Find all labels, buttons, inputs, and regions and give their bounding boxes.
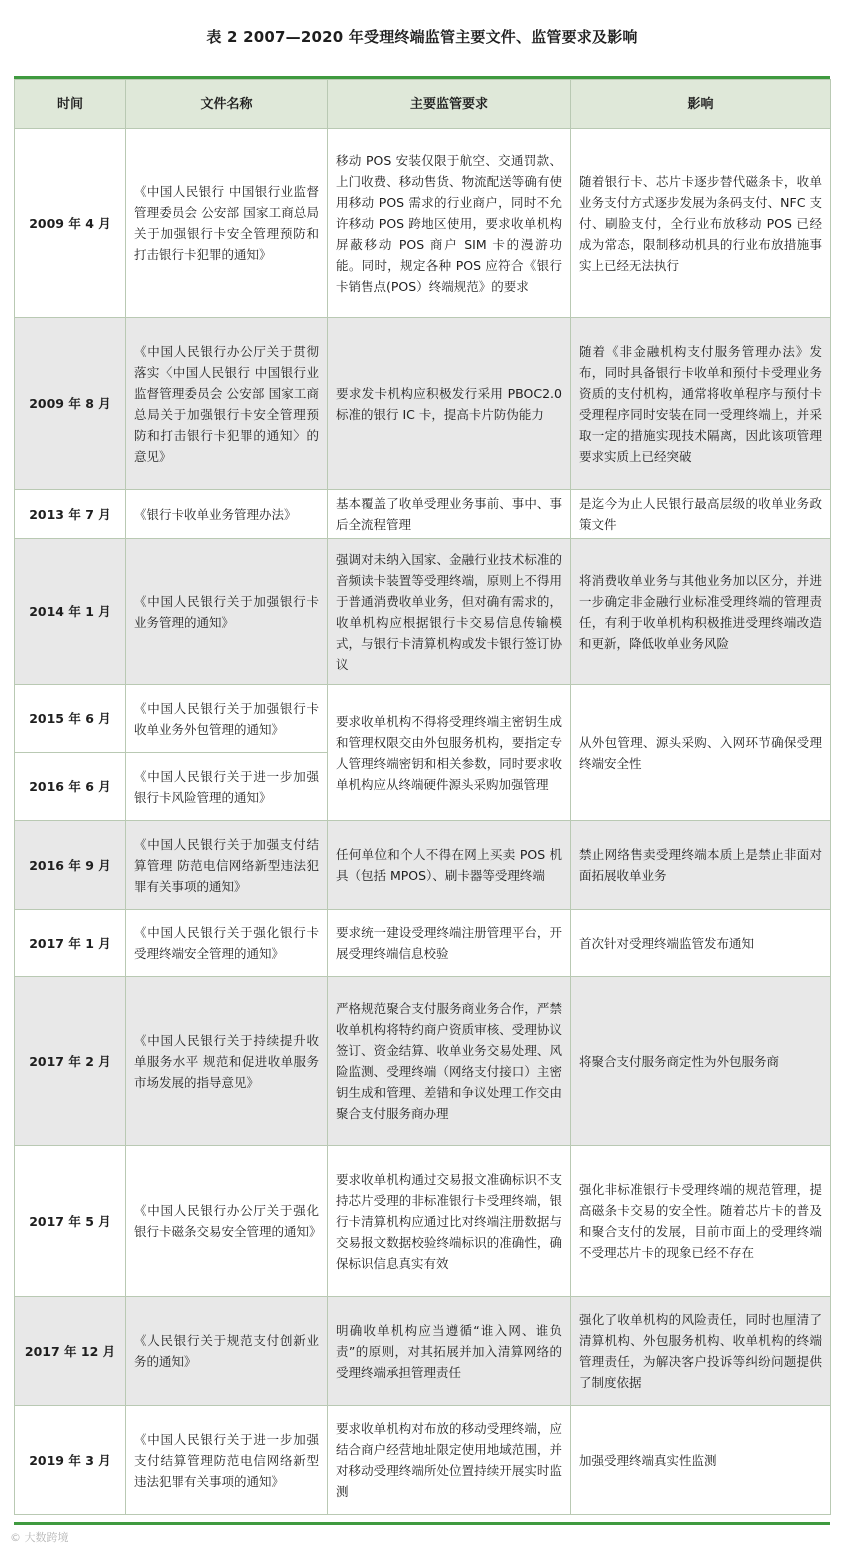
header-row [15,80,831,129]
row-document-name: 《中国人民银行关于加强支付结算管理 防范电信网络新型违法犯罪有关事项的通知》 [126,821,328,910]
row-time: 2017 年 12 月 [15,1297,126,1406]
table-row [15,318,831,490]
table-row [15,685,831,753]
row-document-name: 《银行卡收单业务管理办法》 [126,490,328,539]
row-requirement: 强调对未纳入国家、金融行业技术标准的音频读卡装置等受理终端，原则上不得用于普通消费收单业务，但对确有需求的，收单机构应根据银行卡交易信息传输模式，与银行卡清算机构或发卡银行签订协议 [328,539,571,685]
row-time: 2015 年 6 月 [15,685,126,753]
row-requirement: 要求统一建设受理终端注册管理平台，开展受理终端信息校验 [328,910,571,977]
table-row [15,1146,831,1297]
table-row [15,910,831,977]
table-row [15,1406,831,1515]
row-impact: 将消费收单业务与其他业务加以区分，并进一步确定非金融行业标准受理终端的管理责任，有利于收单机构积极推进受理终端改造和更新，降低收单业务风险 [571,539,831,685]
row-impact: 强化非标准银行卡受理终端的规范管理，提高磁条卡交易的安全性。随着芯片卡的普及和聚合支付的发展，目前市面上的受理终端不受理芯片卡的现象已经不存在 [571,1146,831,1297]
row-requirement: 严格规范聚合支付服务商业务合作，严禁收单机构将特约商户资质审核、受理协议签订、资金结算、收单业务交易处理、风险监测、受理终端（网络支付接口）主密钥生成和管理、差错和争议处理工作交由聚合支付服务商办理 [328,977,571,1146]
row-requirement: 明确收单机构应当遵循“谁入网、谁负责”的原则，对其拓展并加入清算网络的受理终端承担管理责任 [328,1297,571,1406]
row-document-name: 《中国人民银行关于强化银行卡受理终端安全管理的通知》 [126,910,328,977]
header-impact: 影响 [571,80,831,129]
header-requirement: 主要监管要求 [328,80,571,129]
row-time: 2016 年 9 月 [15,821,126,910]
row-time: 2017 年 2 月 [15,977,126,1146]
row-impact: 强化了收单机构的风险责任，同时也厘清了清算机构、外包服务机构、收单机构的终端管理责任，为解决客户投诉等纠纷问题提供了制度依据 [571,1297,831,1406]
table-title: 表 2 2007—2020 年受理终端监管主要文件、监管要求及影响 [206,28,638,46]
row-requirement: 要求收单机构不得将受理终端主密钥生成和管理权限交由外包服务机构，要指定专人管理终端密钥和相关参数，同时要求收单机构应从终端硬件源头采购加强管理 [328,685,571,821]
table-row [15,490,831,539]
row-document-name: 《中国人民银行 中国银行业监督管理委员会 公安部 国家工商总局关于加强银行卡安全管理预防和打击银行卡犯罪的通知》 [126,129,328,318]
row-requirement: 任何单位和个人不得在网上买卖 POS 机具（包括 MPOS）、刷卡器等受理终端 [328,821,571,910]
row-impact: 加强受理终端真实性监测 [571,1406,831,1515]
row-impact: 是迄今为止人民银行最高层级的收单业务政策文件 [571,490,831,539]
row-document-name: 《中国人民银行办公厅关于强化银行卡磁条交易安全管理的通知》 [126,1146,328,1297]
row-document-name: 《中国人民银行关于持续提升收单服务水平 规范和促进收单服务市场发展的指导意见》 [126,977,328,1146]
table-row [15,977,831,1146]
row-document-name: 《中国人民银行关于加强银行卡业务管理的通知》 [126,539,328,685]
row-document-name: 《中国人民银行关于加强银行卡收单业务外包管理的通知》 [126,685,328,753]
row-impact: 将聚合支付服务商定性为外包服务商 [571,977,831,1146]
row-time: 2019 年 3 月 [15,1406,126,1515]
table-row [15,821,831,910]
regulation-table [14,79,831,1515]
row-time: 2016 年 6 月 [15,753,126,821]
row-requirement: 基本覆盖了收单受理业务事前、事中、事后全流程管理 [328,490,571,539]
watermark-text: 大数跨境 [24,1531,69,1544]
row-impact: 从外包管理、源头采购、入网环节确保受理终端安全性 [571,685,831,821]
table-row [15,1297,831,1406]
row-document-name: 《中国人民银行关于进一步加强支付结算管理防范电信网络新型违法犯罪有关事项的通知》 [126,1406,328,1515]
row-document-name: 《中国人民银行关于进一步加强银行卡风险管理的通知》 [126,753,328,821]
row-time: 2009 年 8 月 [15,318,126,490]
row-time: 2009 年 4 月 [15,129,126,318]
row-time: 2013 年 7 月 [15,490,126,539]
row-requirement: 要求发卡机构应积极发行采用 PBOC2.0 标准的银行 IC 卡，提高卡片防伪能力 [328,318,571,490]
row-document-name: 《人民银行关于规范支付创新业务的通知》 [126,1297,328,1406]
table-row [15,129,831,318]
header-name: 文件名称 [126,80,328,129]
bottom-rule [14,1522,830,1525]
row-document-name: 《中国人民银行办公厅关于贯彻落实〈中国人民银行 中国银行业监督管理委员会 公安部 国家工商总局关于加强银行卡安全管理预防和打击银行卡犯罪的通知〉的意见》 [126,318,328,490]
row-requirement: 要求收单机构通过交易报文准确标识不支持芯片受理的非标准银行卡受理终端，银行卡清算机构应通过比对终端注册数据与交易报文数据校验终端标识的准确性，确保标识信息真实有效 [328,1146,571,1297]
row-impact: 随着《非金融机构支付服务管理办法》发布，同时具备银行卡收单和预付卡受理业务资质的支付机构，通常将收单程序与预付卡受理程序同时安装在同一受理终端上，并采取一定的措施实现技术隔离，因此该项管理要求实质上已经突破 [571,318,831,490]
row-time: 2017 年 5 月 [15,1146,126,1297]
row-impact: 首次针对受理终端监管发布通知 [571,910,831,977]
row-impact: 随着银行卡、芯片卡逐步替代磁条卡，收单业务支付方式逐步发展为条码支付、NFC 支付、刷脸支付，全行业布放移动 POS 已经成为常态，限制移动机具的行业布放措施事实上已经无法执行 [571,129,831,318]
header-time: 时间 [15,80,126,129]
watermark-logo-icon: © [10,1531,21,1544]
watermark [10,1529,69,1545]
row-time: 2017 年 1 月 [15,910,126,977]
row-requirement: 移动 POS 安装仅限于航空、交通罚款、上门收费、移动售货、物流配送等确有使用移动 POS 需求的行业商户，同时不允许移动 POS 跨地区使用，要求收单机构屏蔽移动 POS 商户 SIM 卡的漫游功能。同时，规定各种 POS 应符合《银行卡销售点(POS）终端规范》的要求 [328,129,571,318]
row-impact: 禁止网络售卖受理终端本质上是禁止非面对面拓展收单业务 [571,821,831,910]
row-time: 2014 年 1 月 [15,539,126,685]
row-requirement: 要求收单机构对布放的移动受理终端，应结合商户经营地址限定使用地域范围，并对移动受理终端所处位置持续开展实时监测 [328,1406,571,1515]
table-row [15,539,831,685]
